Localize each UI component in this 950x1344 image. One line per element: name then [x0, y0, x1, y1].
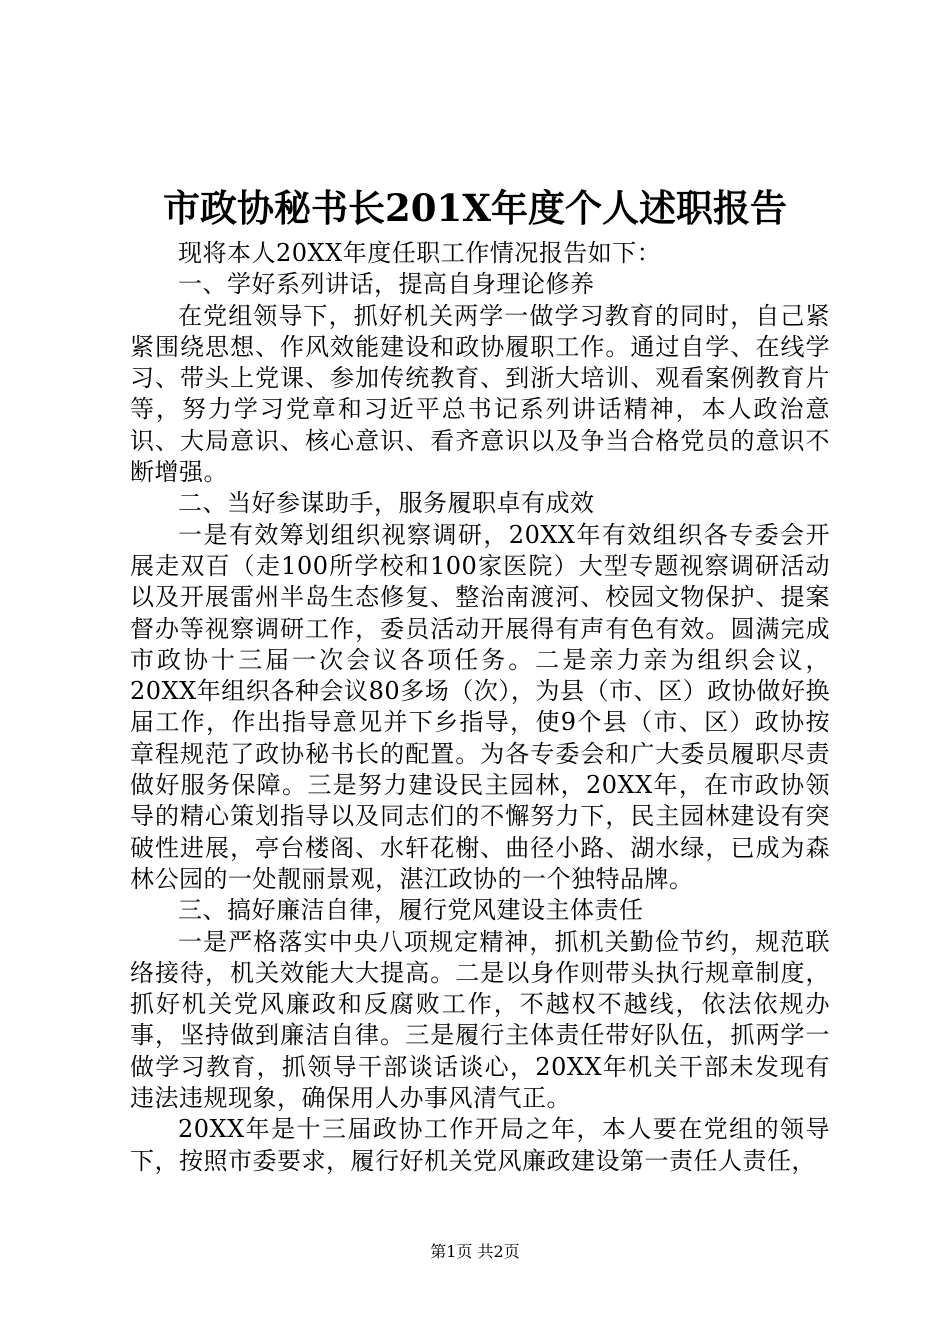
paragraph-outlook: 20XX年是十三届政协工作开局之年，本人要在党组的领导下，按照市委要求，履行好机关党风廉政建设第一责任人责任，: [130, 1115, 830, 1175]
document-title: 市政协秘书长201X年度个人述职报告: [163, 186, 787, 230]
page-footer: 第1页 共2页: [430, 1242, 520, 1261]
paragraph-section-1: 在党组领导下，抓好机关两学一做学习教育的同时，自己紧紧围绕思想、作风效能建设和政协履职工作。通过自学、在线学习、带头上党课、参加传统教育、到浙大培训、观看案例教育片等，努力学习党章和习近平总书记系列讲话精神，本人政治意识、大局意识、核心意识、看齐意识以及争当合格党员的意识不断增强。: [130, 301, 830, 487]
document-body: [130, 238, 830, 1177]
section-heading-1: 一、学好系列讲话，提高自身理论修养: [178, 270, 595, 299]
section-heading-3: 三、搞好廉洁自律，履行党风建设主体责任: [178, 896, 644, 925]
paragraph-section-2: 一是有效筹划组织视察调研，20XX年有效组织各专委会开展走双百（走100所学校和100家医院）大型专题视察调研活动以及开展雷州半岛生态修复、整治南渡河、校园文物保护、提案督办等视察调研工作，委员活动开展得有声有色有效。圆满完成市政协十三届一次会议各项任务。二是亲力亲为组织会议，20XX年组织各种会议80多场（次），为县（市、区）政协做好换届工作，作出指导意见并下乡指导，使9个县（市、区）政协按章程规范了政协秘书长的配置。为各专委会和广大委员履职尽责做好服务保障。三是努力建设民主园林，20XX年，在市政协领导的精心策划指导以及同志们的不懈努力下，民主园林建设有突破性进展，亭台楼阁、水轩花榭、曲径小路、湖水绿，已成为森林公园的一处靓丽景观，湛江政协的一个独特品牌。: [130, 520, 830, 893]
paragraph-section-3: 一是严格落实中央八项规定精神，抓机关勤俭节约，规范联络接待，机关效能大大提高。二是以身作则带头执行规章制度，抓好机关党风廉政和反腐败工作，不越权不越线，依法依规办事，坚持做到廉洁自律。三是履行主体责任带好队伍，抓两学一做学习教育，抓领导干部谈话谈心，20XX年机关干部未发现有违法违规现象，确保用人办事风清气正。: [130, 927, 830, 1113]
paragraph-intro: 现将本人20XX年度任职工作情况报告如下：: [178, 239, 662, 267]
section-heading-2: 二、当好参谋助手，服务履职卓有成效: [178, 489, 595, 518]
